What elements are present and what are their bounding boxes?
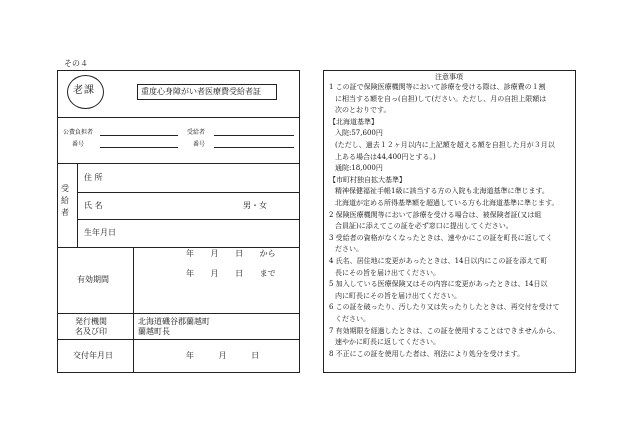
notes-heading: 注意事項	[435, 73, 463, 81]
birthdate-label: 生年月日	[84, 228, 116, 237]
recipient-section-label: 受給者	[61, 184, 69, 217]
issuer-label-2: 名及び印	[75, 327, 107, 336]
validity-label: 有効期間	[77, 275, 109, 284]
gender-options: 男・女	[243, 201, 267, 210]
notes-line: 入院:57,600円	[335, 129, 383, 138]
recipient-number-label: 受給者	[187, 129, 206, 136]
issuer-name-1: 北海道磯谷郡蘭越町	[138, 317, 210, 326]
notes-line: 2 保険医療機関等において診療を受ける場合は、被保険者証(又は組	[329, 210, 542, 219]
notes-line: 通院:18,000円	[335, 164, 383, 173]
name-label: 氏 名	[84, 201, 103, 210]
notes-line: 1 この証で保険医療機関等において診療を受ける際は、診療費の１割	[329, 83, 546, 91]
notes-line: 次のとおりです。	[335, 106, 391, 115]
notes-line: (ただし、過去１２ヶ月以内に上記額を超える額を自担した月が３月以	[335, 141, 555, 149]
notes-line: 【北海道基準】	[329, 117, 378, 126]
issue-date-value: 年 月 日	[186, 351, 260, 360]
notes-line: 精神保健福祉手帳1級に該当する方の入院も北海道基準に準じます。	[335, 187, 549, 196]
address-label: 住 所	[84, 173, 103, 182]
notes-line: 3 受給者の資格がなくなったときは、速やかにこの証を町長に返してく	[329, 233, 553, 242]
notes-line: 速やかに町長に返してください。	[335, 338, 440, 347]
seal-label: 老課	[73, 85, 95, 96]
issuer-label-1: 発行機関	[75, 317, 107, 326]
notes-line: 北海道が定める所得基準額を超過している方も北海道基準に準じます。	[335, 199, 559, 207]
notes-line: 5 加入している医療保険又はその内容に変更があったときは、14日以	[329, 280, 548, 289]
notes-line: 8 不正にこの証を使用した者は、刑法により処分を受けます。	[329, 349, 525, 358]
notes-line: ださい。	[335, 245, 363, 254]
issue-date-label: 交付年月日	[73, 351, 113, 360]
notes-line: 合員証)に添えてこの証を必ず窓口に提出してください。	[335, 222, 513, 231]
notes-line: 上ある場合は44,400円とする。)	[335, 152, 436, 161]
notes-line: 長にその旨を届け出てください。	[335, 268, 440, 277]
notes-line: 【市町村独自拡大基準】	[329, 175, 406, 184]
form-number: その４	[64, 59, 88, 68]
certificate-title: 重度心身障がい者医療費受給者証	[141, 87, 261, 96]
notes-line: に相当する額を自っ(自担)して(ださい。ただし、月の自担上限額は	[335, 94, 547, 103]
notes-line: 4 氏名、居住地に変更があったときは、14日以内にこの証を添えて町	[329, 257, 548, 265]
notes-line: 7 有効期限を経過したときは、この証を使用することはできませんから、	[329, 326, 560, 335]
issuer-name-2: 蘭越町長	[138, 327, 170, 336]
validity-from: 年 月 日 から	[186, 249, 276, 258]
validity-to: 年 月 日 まで	[186, 269, 276, 278]
notes-line: 6 この証を破ったり、汚したり又は失ったりしたときは、再交付を受けて	[329, 303, 560, 312]
notes-line: 内に町長にその旨を届け出てください。	[335, 291, 461, 300]
notes-line: ください。	[335, 315, 370, 323]
